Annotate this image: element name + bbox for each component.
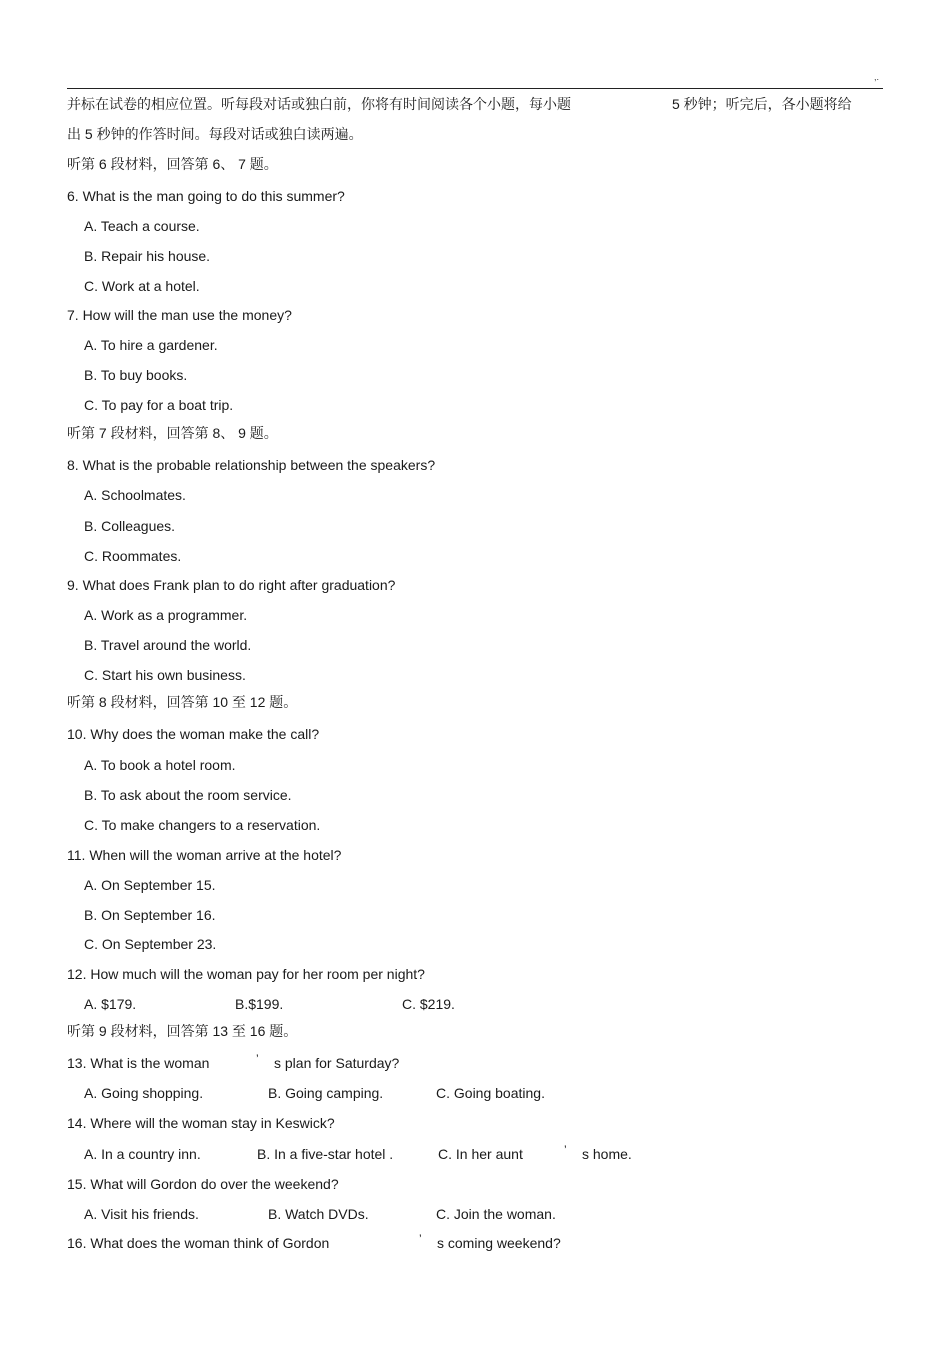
question-14-apostrophe: ’ [564,1143,567,1157]
question-10-option-b: B. To ask about the room service. [84,787,292,803]
question-15-option-c: C. Join the woman. [436,1206,556,1222]
section-8-heading: 听第 8 段材料，回答第 10 至 12 题。 [67,694,298,710]
question-8-option-c: C. Roommates. [84,548,182,564]
question-11-stem: 11. When will the woman arrive at the hotel? [67,847,342,863]
question-10-option-a: A. To book a hotel room. [84,757,236,773]
header-rule [67,88,883,89]
instructions-line1-end: 5 秒钟；听完后，各小题将给 [672,96,852,112]
question-7-option-a: A. To hire a gardener. [84,337,218,353]
question-8-option-b: B. Colleagues. [84,518,176,534]
question-13-stem: 13. What is the woman [67,1055,210,1071]
question-14-option-c: C. In her aunt [438,1146,523,1162]
question-6-option-a: A. Teach a course. [84,218,200,234]
question-13-apostrophe: ’ [256,1052,259,1066]
question-10-stem: 10. Why does the woman make the call? [67,726,320,742]
question-13-option-b: B. Going camping. [268,1085,384,1101]
question-7-stem: 7. How will the man use the money? [67,307,292,323]
question-12-stem: 12. How much will the woman pay for her room per night? [67,966,425,982]
question-16-stem-end: s coming weekend? [437,1235,561,1251]
question-7-option-b: B. To buy books. [84,367,188,383]
question-8-stem: 8. What is the probable relationship between the speakers? [67,457,436,473]
question-15-stem: 15. What will Gordon do over the weekend? [67,1176,339,1192]
question-9-stem: 9. What does Frank plan to do right after graduation? [67,577,396,593]
question-16-stem: 16. What does the woman think of Gordon [67,1235,330,1251]
question-6-stem: 6. What is the man going to do this summer? [67,188,345,204]
question-9-option-c: C. Start his own business. [84,667,246,683]
question-10-option-c: C. To make changers to a reservation. [84,817,321,833]
question-13-option-c: C. Going boating. [436,1085,545,1101]
section-6-heading: 听第 6 段材料，回答第 6、 7 题。 [67,156,278,172]
question-9-option-b: B. Travel around the world. [84,637,252,653]
question-6-option-c: C. Work at a hotel. [84,278,200,294]
question-15-option-b: B. Watch DVDs. [268,1206,369,1222]
question-8-option-a: A. Schoolmates. [84,487,186,503]
question-14-option-a: A. In a country inn. [84,1146,201,1162]
question-14-option-c-end: s home. [582,1146,632,1162]
instructions-line1: 并标在试卷的相应位置。听每段对话或独白前，你将有时间阅读各个小题，每小题 [67,96,571,112]
question-6-option-b: B. Repair his house. [84,248,211,264]
question-14-stem: 14. Where will the woman stay in Keswick? [67,1115,335,1131]
question-12-option-b: B.$199. [235,996,284,1012]
question-13-option-a: A. Going shopping. [84,1085,204,1101]
question-12-option-c: C. $219. [402,996,455,1012]
header-marks: ,. [874,72,880,82]
question-11-option-c: C. On September 23. [84,936,217,952]
question-12-option-a: A. $179. [84,996,137,1012]
question-15-option-a: A. Visit his friends. [84,1206,199,1222]
question-11-option-a: A. On September 15. [84,877,216,893]
question-11-option-b: B. On September 16. [84,907,216,923]
question-16-apostrophe: ’ [419,1232,422,1246]
instructions-line2: 出 5 秒钟的作答时间。每段对话或独白读两遍。 [67,126,363,142]
question-14-option-b: B. In a five-star hotel . [257,1146,394,1162]
section-9-heading: 听第 9 段材料，回答第 13 至 16 题。 [67,1023,298,1039]
question-9-option-a: A. Work as a programmer. [84,607,248,623]
section-7-heading: 听第 7 段材料，回答第 8、 9 题。 [67,425,278,441]
question-7-option-c: C. To pay for a boat trip. [84,397,234,413]
question-13-stem-end: s plan for Saturday? [274,1055,400,1071]
